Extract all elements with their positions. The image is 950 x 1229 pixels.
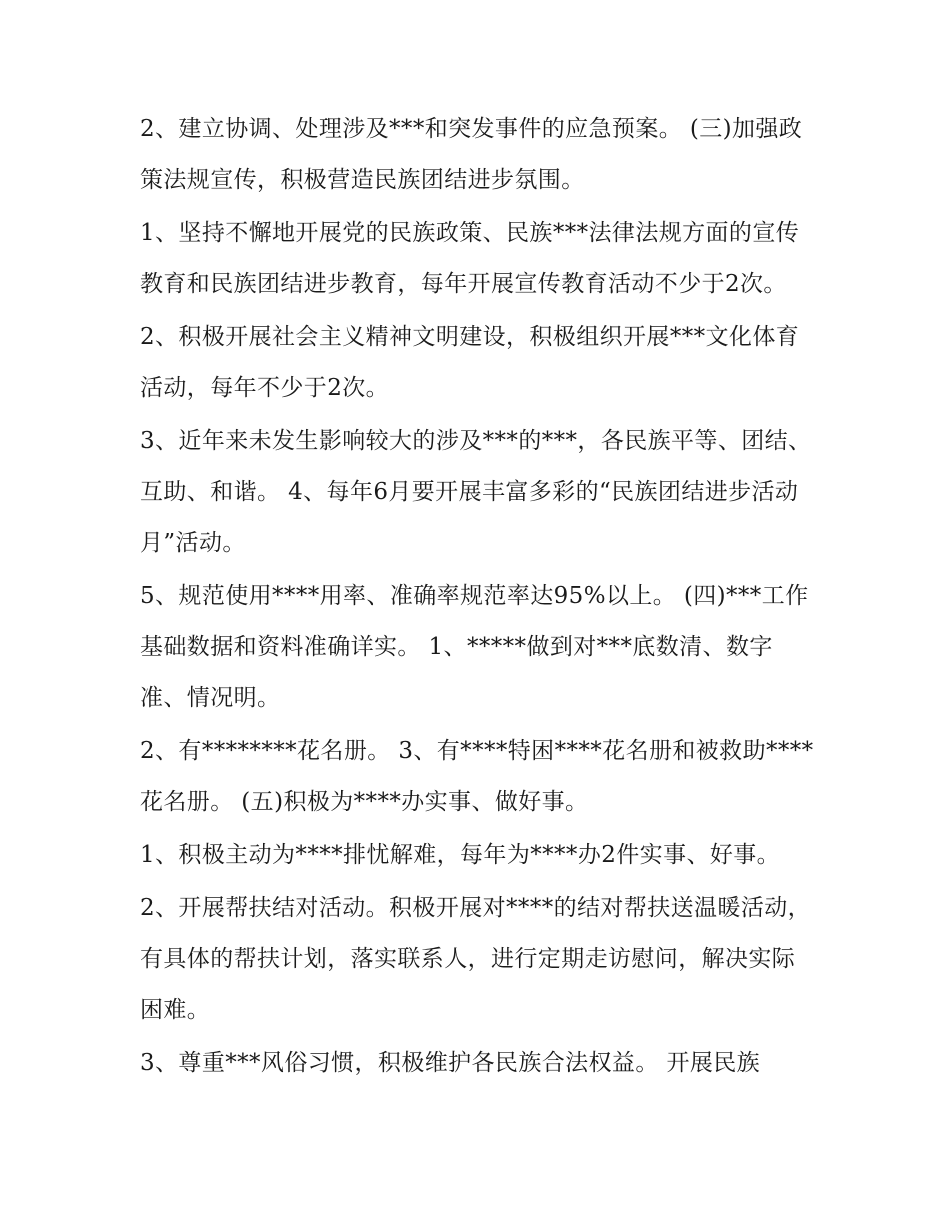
paragraph: 2、建立协调、处理涉及***和突发事件的应急预案。 (三)加强政策法规宣传，积极营造民族团结进步氛围。: [140, 116, 803, 193]
paragraph: 3、尊重***风俗习惯，积极维护各民族合法权益。 开展民族: [140, 1050, 761, 1076]
paragraph: 2、开展帮扶结对活动。积极开展对****的结对帮扶送温暖活动，有具体的帮扶计划，落实联系人，进行定期走访慰问，解决实际困难。: [140, 895, 812, 1023]
paragraph: 3、近年来未发生影响较大的涉及***的***，各民族平等、团结、互助、和谐。 4、每年6月要开展丰富多彩的“民族团结进步活动月”活动。: [140, 428, 812, 556]
paragraph: 5、规范使用****用率、准确率规范率达95%以上。 (四)***工作基础数据和资料准确详实。 1、*****做到对***底数清、数字准、情况明。: [140, 583, 809, 711]
document-body: [140, 104, 815, 1091]
paragraph: 1、积极主动为****排忧解难，每年为****办2件实事、好事。: [140, 842, 781, 868]
paragraph: 2、积极开展社会主义精神文明建设，积极组织开展***文化体育活动，每年不少于2次。: [140, 324, 800, 401]
paragraph: 2、有********花名册。 3、有****特困****花名册和被救助****花名册。 (五)积极为****办实事、做好事。: [140, 738, 814, 815]
paragraph: 1、坚持不懈地开展党的民族政策、民族***法律法规方面的宣传教育和民族团结进步教育，每年开展宣传教育活动不少于2次。: [140, 220, 800, 297]
